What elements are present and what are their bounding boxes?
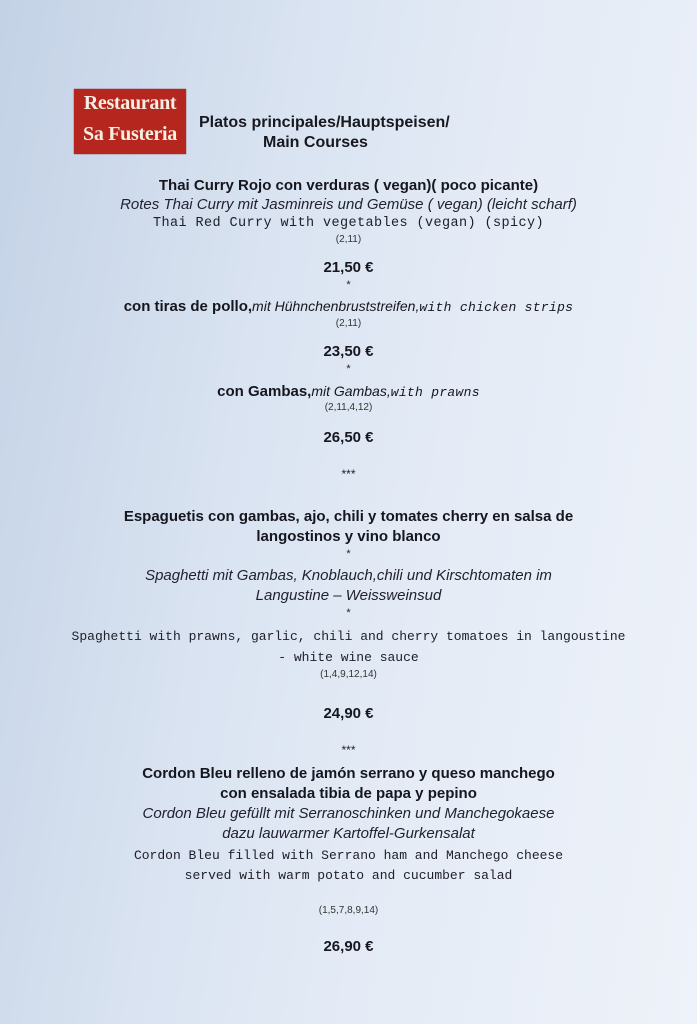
dish-5-spanish-line-1: Cordon Bleu relleno de jamón serrano y queso manchego	[142, 765, 555, 782]
star-divider: *	[346, 548, 351, 560]
dish-3-price: 26,50 €	[323, 429, 374, 446]
dish-2-allergens: (2,11)	[335, 318, 362, 329]
dish-1-price: 21,50 €	[323, 259, 374, 276]
dish-3-english: with prawns	[390, 385, 480, 400]
dish-3-spanish: con Gambas,	[217, 383, 312, 400]
dish-2-english: with chicken strips	[419, 300, 574, 315]
logo-line-1: Restaurant	[83, 92, 177, 114]
dish-1-spanish: Thai Curry Rojo con verduras ( vegan)( poco picante)	[158, 177, 539, 194]
dish-4-english-line-1: Spaghetti with prawns, garlic, chili and cherry tomatoes in langoustine	[71, 629, 626, 644]
dish-4-allergens: (1,4,9,12,14)	[320, 669, 377, 680]
dish-5-german-line-2: dazu lauwarmer Kartoffel-Gurkensalat	[222, 825, 475, 842]
dish-5-english-line-2: served with warm potato and cucumber salad	[184, 868, 513, 883]
star-divider: *	[346, 279, 351, 291]
dish-2-name	[0, 298, 697, 316]
dish-5-english-line-1: Cordon Bleu filled with Serrano ham and Manchego cheese	[133, 848, 564, 863]
dish-4-spanish-line-1: Espaguetis con gambas, ajo, chili y tomates cherry en salsa de	[123, 508, 574, 525]
logo-line-2: Sa Fusteria	[83, 123, 177, 145]
dish-4-price: 24,90 €	[323, 705, 374, 722]
dish-1-english: Thai Red Curry with vegetables (vegan) (spicy)	[152, 216, 545, 231]
dish-3-name	[0, 383, 697, 401]
dish-2-price: 23,50 €	[323, 343, 374, 360]
dish-5-german-line-1: Cordon Bleu gefüllt mit Serranoschinken und Manchegokaese	[142, 805, 555, 822]
section-separator: ***	[341, 467, 356, 481]
dish-2-german: mit Hühnchenbruststreifen,	[252, 298, 420, 314]
dish-1-allergens: (2,11)	[335, 234, 362, 245]
dish-5-allergens: (1,5,7,8,9,14)	[318, 905, 379, 916]
section-separator: ***	[341, 743, 356, 757]
dish-3-german: mit Gambas,	[311, 383, 391, 399]
dish-1-german: Rotes Thai Curry mit Jasminreis und Gemüse ( vegan) (leicht scharf)	[120, 196, 577, 213]
restaurant-logo	[74, 89, 186, 154]
star-divider: *	[346, 607, 351, 619]
dish-2-spanish: con tiras de pollo,	[123, 298, 253, 315]
dish-4-german-line-1: Spaghetti mit Gambas, Knoblauch,chili und Kirschtomaten im	[145, 567, 552, 584]
dish-4-spanish-line-2: langostinos y vino blanco	[256, 528, 441, 545]
dish-4-german-line-2: Langustine – Weissweinsud	[255, 587, 442, 604]
menu-heading-line-2: Main Courses	[263, 134, 368, 151]
dish-3-allergens: (2,11,4,12)	[324, 402, 373, 413]
dish-5-price: 26,90 €	[323, 938, 374, 955]
dish-5-spanish-line-2: con ensalada tibia de papa y pepino	[220, 785, 477, 802]
star-divider: *	[346, 363, 351, 375]
dish-4-english-line-2: - white wine sauce	[278, 650, 419, 665]
menu-heading-line-1: Platos principales/Hauptspeisen/	[199, 114, 450, 131]
